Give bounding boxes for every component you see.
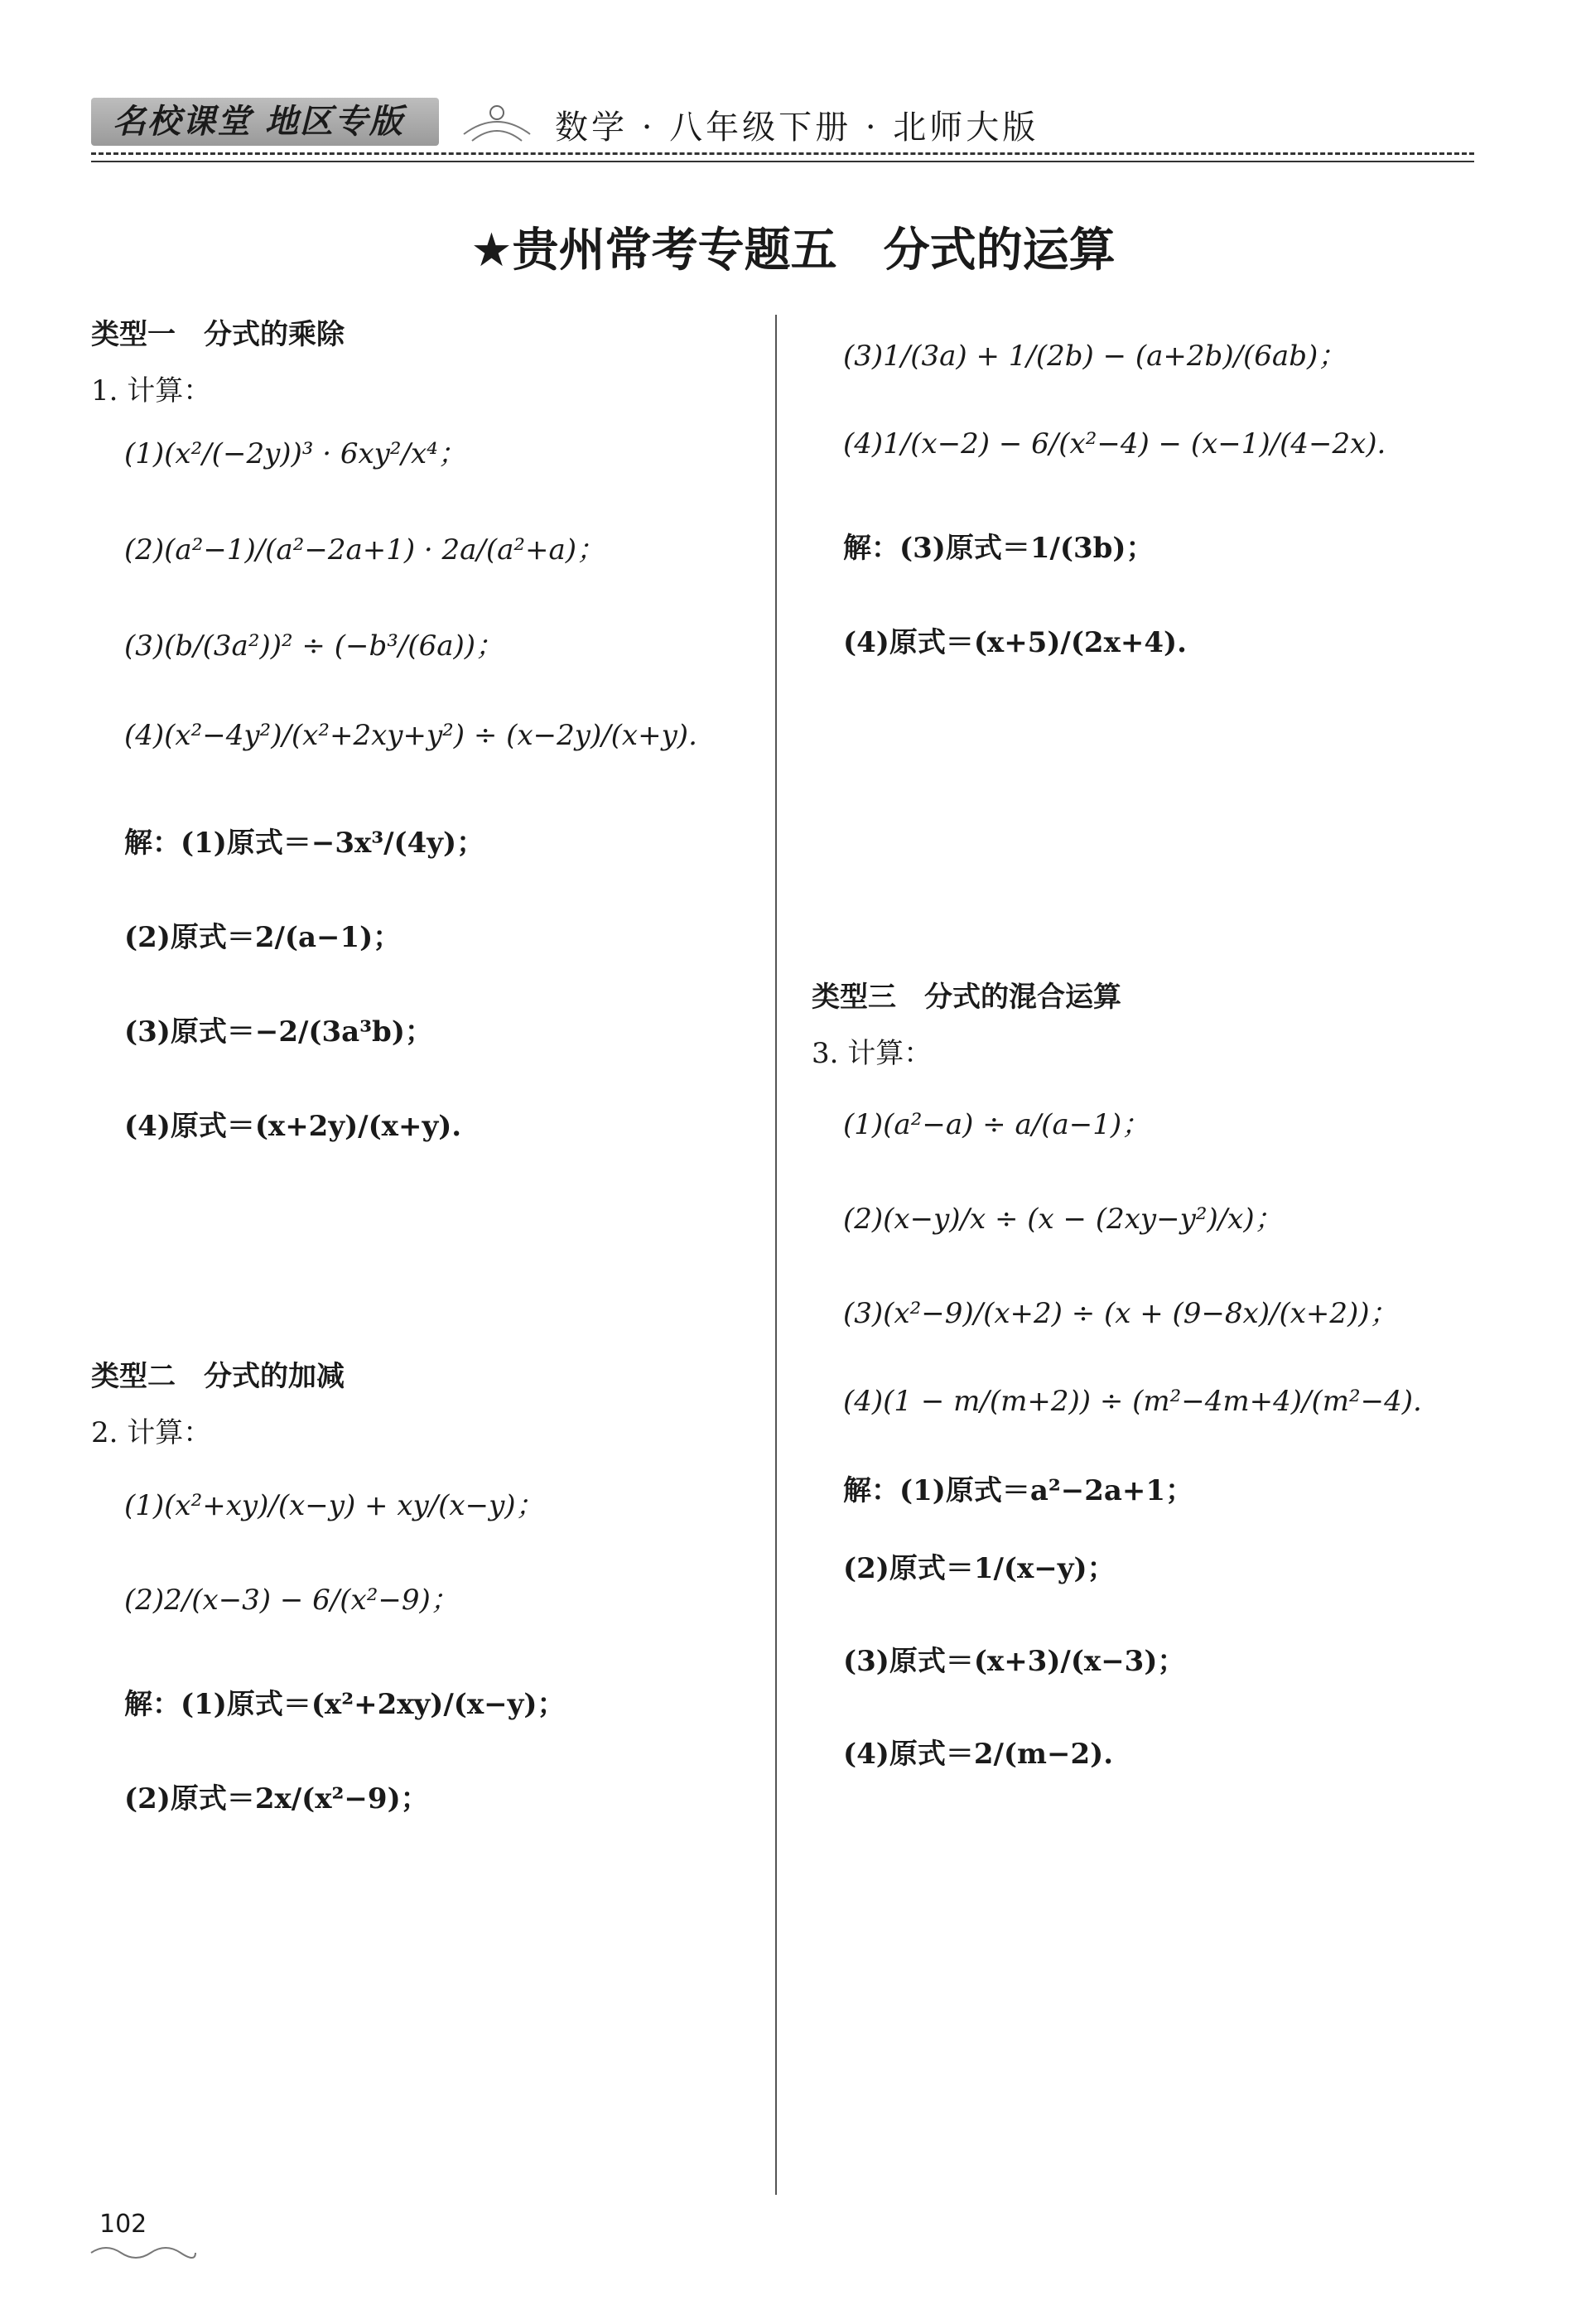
question-3-label: 3. 计算： [812,1037,933,1070]
answer-line: (4)原式＝(x+5)/(2x+4). [843,626,1187,659]
answer-line: (4)原式＝(x+2y)/(x+y). [124,1110,462,1143]
page-ornament-icon [89,2241,197,2263]
question-3-item: (1)(a²−a) ÷ a/(a−1)； [843,1108,1150,1141]
column-divider [775,315,777,2195]
section-heading-2: 类型二 分式的加减 [91,1360,345,1393]
question-1-item: (2)(a²−1)/(a²−2a+1) · 2a/(a²+a)； [124,533,605,567]
question-1-label: 1. 计算： [91,374,212,407]
series-brand: 名校课堂 地区专版 [91,98,439,146]
answer-line: 解：(3)原式＝1/(3b)； [843,532,1155,565]
answer-line: 解：(1)原式＝a²−2a+1； [843,1474,1194,1507]
answer-line: (3)原式＝(x+3)/(x−3)； [843,1645,1186,1678]
page-number: 102 [99,2210,147,2239]
answer-line: (2)原式＝2x/(x²−9)； [124,1782,429,1815]
page-header [91,91,1474,157]
question-1-item: (4)(x²−4y²)/(x²+2xy+y²) ÷ (x−2y)/(x+y). [124,719,697,752]
answer-line: 解：(1)原式＝(x²+2xy)/(x−y)； [124,1688,566,1721]
subject-line: 数学 · 八年级下册 · 北师大版 [555,108,1039,147]
header-rule-solid [91,161,1474,162]
answer-line: (3)原式＝−2/(3a³b)； [124,1015,433,1049]
question-2-item: (3)1/(3a) + 1/(2b) − (a+2b)/(6ab)； [843,340,1347,373]
question-1-item: (1)(x²/(−2y))³ · 6xy²/x⁴； [124,437,466,470]
question-2-label: 2. 计算： [91,1416,212,1449]
section-heading-1: 类型一 分式的乘除 [91,318,345,351]
question-1-item: (3)(b/(3a²))² ÷ (−b³/(6a))； [124,629,504,663]
question-3-item: (3)(x²−9)/(x+2) ÷ (x + (9−8x)/(x+2))； [843,1297,1398,1330]
answer-line: 解：(1)原式＝−3x³/(4y)； [124,827,485,860]
answer-line: (2)原式＝2/(a−1)； [124,921,402,954]
page-title: ★贵州常考专题五 分式的运算 [470,224,1116,277]
question-2-item: (2)2/(x−3) − 6/(x²−9)； [124,1584,459,1617]
section-heading-3: 类型三 分式的混合运算 [812,981,1121,1014]
question-3-item: (2)(x−y)/x ÷ (x − (2xy−y²)/x)； [843,1203,1283,1236]
answer-line: (2)原式＝1/(x−y)； [843,1552,1116,1585]
question-2-item: (1)(x²+xy)/(x−y) + xy/(x−y)； [124,1489,544,1522]
answer-line: (4)原式＝2/(m−2). [843,1738,1114,1771]
question-3-item: (4)(1 − m/(m+2)) ÷ (m²−4m+4)/(m²−4). [843,1385,1422,1418]
header-rule [91,152,1474,155]
ornament-icon [456,101,538,147]
question-2-item: (4)1/(x−2) − 6/(x²−4) − (x−1)/(4−2x). [843,427,1386,460]
